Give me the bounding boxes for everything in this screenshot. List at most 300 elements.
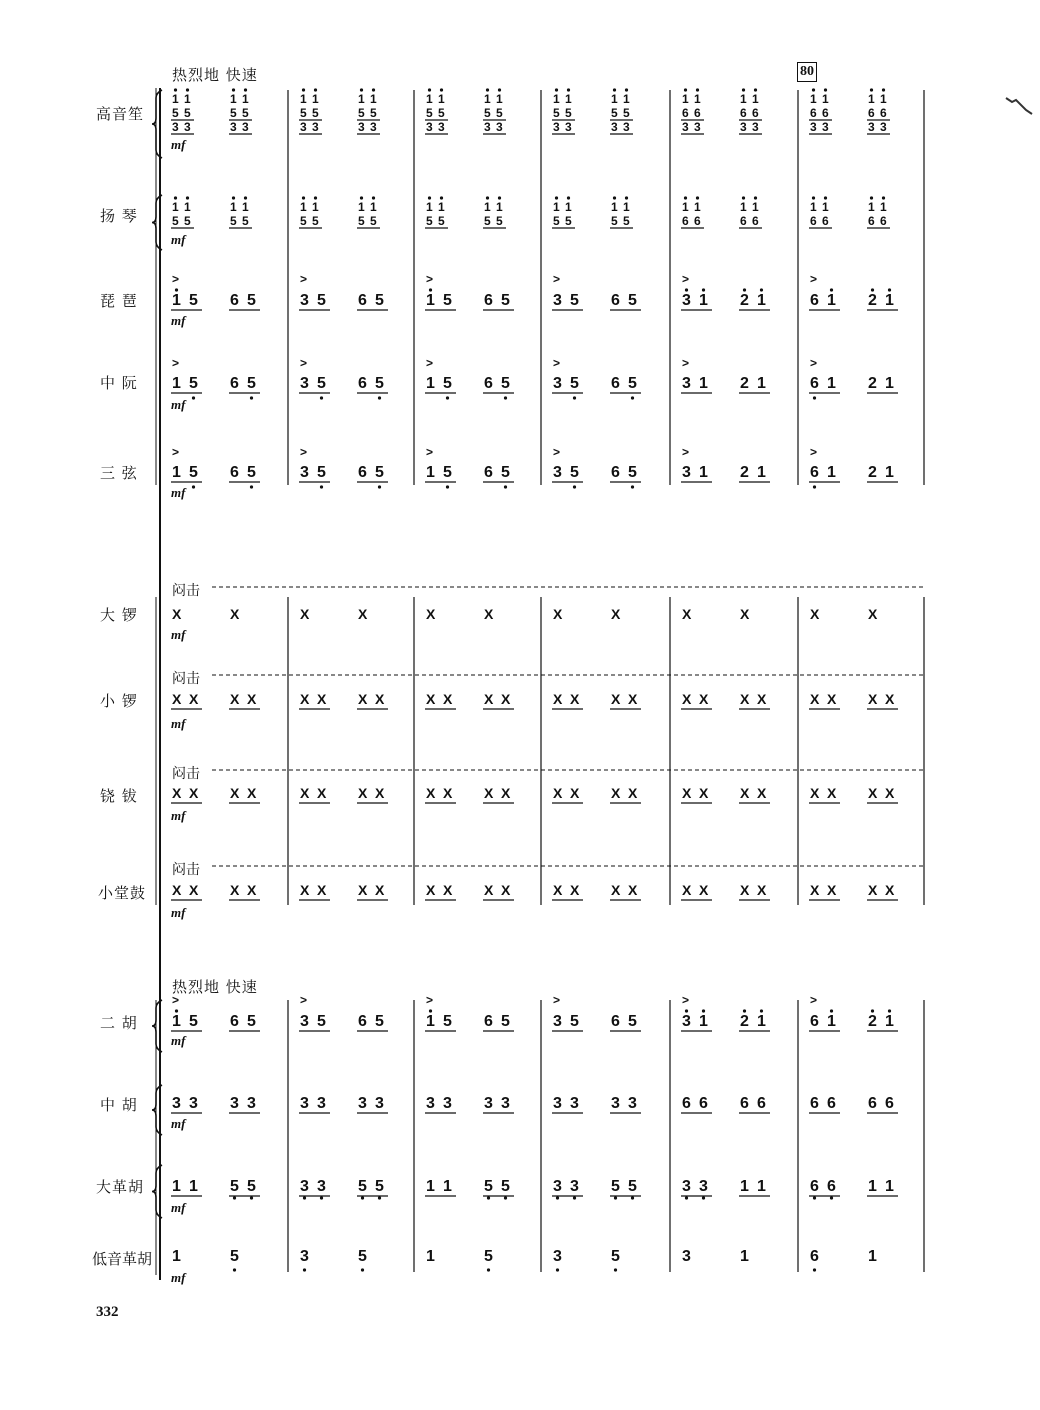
erhu-note: 1: [757, 1013, 766, 1030]
chord-note: 5: [553, 106, 560, 120]
xiaoluo-stroke: X: [810, 691, 820, 707]
octave-dot-low: [378, 396, 381, 399]
octave-dot-high: [314, 88, 317, 91]
zhongruan-note: 5: [443, 375, 452, 392]
zhongruan-note: 6: [810, 375, 819, 392]
naobo-stroke: X: [189, 785, 199, 801]
dagehu-note: 5: [501, 1178, 510, 1195]
chord-note: 1: [312, 92, 319, 106]
accent-mark: >: [810, 445, 818, 459]
octave-dot-high: [174, 196, 177, 199]
instrument-zhongruan: 中 阮: [100, 374, 138, 392]
zhongruan-note: 3: [300, 375, 309, 392]
chord-note: 5: [611, 214, 618, 228]
octave-dot-high: [702, 1009, 705, 1012]
octave-dot-high: [882, 88, 885, 91]
chord-note: 5: [426, 106, 433, 120]
chord-note: 6: [694, 214, 701, 228]
pipa-note: 6: [230, 292, 239, 309]
zhongruan-note: 1: [757, 375, 766, 392]
chord-note: 5: [370, 214, 377, 228]
chord-note: 1: [810, 200, 817, 214]
xiaoluo-stroke: X: [570, 691, 580, 707]
chord-note: 5: [242, 106, 249, 120]
chord-note: 1: [810, 92, 817, 106]
zhongruan-note: 6: [230, 375, 239, 392]
naobo-stroke: X: [827, 785, 837, 801]
octave-dot-high: [244, 196, 247, 199]
daluo-stroke: X: [426, 606, 436, 622]
sanxian-note: 6: [358, 464, 367, 481]
octave-dot-low: [813, 1196, 816, 1199]
accent-mark: >: [300, 993, 308, 1007]
sanxian-note: 1: [699, 464, 708, 481]
xiaotanggu-stroke: X: [740, 882, 750, 898]
xiaoluo-stroke: X: [628, 691, 638, 707]
chord-note: 6: [822, 106, 829, 120]
octave-dot-low: [250, 485, 253, 488]
xiaoluo-stroke: X: [868, 691, 878, 707]
zhongruan-note: 1: [827, 375, 836, 392]
pipa-note: 3: [553, 292, 562, 309]
sanxian-note: 5: [189, 464, 198, 481]
octave-dot-low: [378, 485, 381, 488]
mute-label-naobo: 闷击: [172, 766, 200, 782]
chord-note: 3: [484, 120, 491, 134]
chord-note: 1: [184, 200, 191, 214]
naobo-stroke: X: [172, 785, 182, 801]
dagehu-note: 1: [757, 1178, 766, 1195]
chord-note: 5: [438, 106, 445, 120]
accent-mark: >: [300, 356, 308, 370]
chord-note: 1: [426, 92, 433, 106]
pipa-note: 5: [247, 292, 256, 309]
zhongruan-note: 5: [375, 375, 384, 392]
xiaotanggu-stroke: X: [247, 882, 257, 898]
dagehu-note: 1: [885, 1178, 894, 1195]
naobo-stroke: X: [611, 785, 621, 801]
accent-mark: >: [172, 993, 180, 1007]
octave-dot-low: [504, 1196, 507, 1199]
octave-dot-high: [696, 196, 699, 199]
zhongruan-note: 2: [868, 375, 877, 392]
chord-note: 5: [438, 214, 445, 228]
zhongruan-note: 1: [699, 375, 708, 392]
accent-mark: >: [810, 356, 818, 370]
xiaotanggu-stroke: X: [189, 882, 199, 898]
chord-note: 5: [312, 214, 319, 228]
erhu-note: 1: [699, 1013, 708, 1030]
erhu-note: 5: [317, 1013, 326, 1030]
accent-mark: >: [426, 993, 434, 1007]
octave-dot-high: [486, 88, 489, 91]
chord-note: 3: [358, 120, 365, 134]
chord-note: 6: [822, 214, 829, 228]
zhonghu-note: 3: [501, 1095, 510, 1112]
tempo-marking-top: 热烈地 快速: [172, 66, 258, 84]
xiaotanggu-stroke: X: [827, 882, 837, 898]
xiaotanggu-stroke: X: [375, 882, 385, 898]
chord-note: 1: [184, 92, 191, 106]
zhonghu-note: 6: [757, 1095, 766, 1112]
octave-dot-high: [870, 196, 873, 199]
accent-mark: >: [172, 445, 180, 459]
octave-dot-high: [696, 88, 699, 91]
octave-dot-high: [429, 288, 432, 291]
octave-dot-low: [361, 1196, 364, 1199]
octave-dot-high: [360, 196, 363, 199]
octave-dot-high: [232, 196, 235, 199]
chord-note: 1: [868, 200, 875, 214]
octave-dot-high: [613, 196, 616, 199]
zhongruan-note: 6: [484, 375, 493, 392]
accent-mark: >: [810, 272, 818, 286]
octave-dot-high: [685, 1009, 688, 1012]
octave-dot-low: [303, 1268, 306, 1271]
erhu-note: 6: [611, 1013, 620, 1030]
chord-note: 5: [242, 214, 249, 228]
chord-note: 3: [810, 120, 817, 134]
zhongruan-note: 6: [611, 375, 620, 392]
chord-note: 3: [868, 120, 875, 134]
xiaoluo-stroke: X: [426, 691, 436, 707]
dagehu-note: 3: [682, 1178, 691, 1195]
chord-note: 1: [300, 92, 307, 106]
octave-dot-high: [625, 196, 628, 199]
octave-dot-high: [871, 1009, 874, 1012]
chord-note: 1: [300, 200, 307, 214]
octave-dot-high: [486, 196, 489, 199]
octave-dot-high: [625, 88, 628, 91]
chord-note: 1: [484, 200, 491, 214]
zhongruan-note: 6: [358, 375, 367, 392]
zhonghu-note: 3: [172, 1095, 181, 1112]
sanxian-note: 5: [628, 464, 637, 481]
octave-dot-high: [372, 88, 375, 91]
zhonghu-note: 3: [484, 1095, 493, 1112]
xiaotanggu-stroke: X: [570, 882, 580, 898]
chord-note: 1: [868, 92, 875, 106]
xiaotanggu-stroke: X: [757, 882, 767, 898]
octave-dot-low: [303, 1196, 306, 1199]
xiaoluo-stroke: X: [699, 691, 709, 707]
octave-dot-high: [871, 288, 874, 291]
dynamic-mf: mf: [171, 905, 186, 920]
octave-dot-high: [498, 196, 501, 199]
mute-label-daluo: 闷击: [172, 583, 200, 599]
zhongruan-note: 3: [553, 375, 562, 392]
octave-dot-high: [555, 196, 558, 199]
octave-dot-low: [446, 485, 449, 488]
chord-note: 3: [611, 120, 618, 134]
zhonghu-note: 6: [810, 1095, 819, 1112]
chord-note: 6: [810, 106, 817, 120]
zhonghu-note: 3: [189, 1095, 198, 1112]
naobo-stroke: X: [570, 785, 580, 801]
dagehu-note: 3: [553, 1178, 562, 1195]
sanxian-note: 3: [553, 464, 562, 481]
chord-note: 1: [822, 200, 829, 214]
diyin-gehu-note: 3: [300, 1248, 309, 1265]
zhongruan-note: 5: [189, 375, 198, 392]
sanxian-note: 6: [810, 464, 819, 481]
dagehu-note: 1: [189, 1178, 198, 1195]
octave-dot-high: [888, 1009, 891, 1012]
chord-note: 6: [740, 214, 747, 228]
chord-note: 5: [484, 106, 491, 120]
erhu-note: 5: [628, 1013, 637, 1030]
chord-note: 1: [565, 92, 572, 106]
dagehu-note: 5: [611, 1178, 620, 1195]
chord-note: 3: [880, 120, 887, 134]
chord-note: 1: [752, 92, 759, 106]
accent-mark: >: [172, 272, 180, 286]
erhu-note: 3: [553, 1013, 562, 1030]
octave-dot-high: [685, 288, 688, 291]
chord-note: 1: [230, 92, 237, 106]
erhu-note: 3: [300, 1013, 309, 1030]
naobo-stroke: X: [443, 785, 453, 801]
octave-dot-high: [824, 88, 827, 91]
naobo-stroke: X: [358, 785, 368, 801]
sanxian-note: 1: [172, 464, 181, 481]
xiaoluo-stroke: X: [682, 691, 692, 707]
octave-dot-high: [429, 1009, 432, 1012]
octave-dot-high: [360, 88, 363, 91]
instrument-sanxian: 三 弦: [100, 464, 138, 482]
xiaoluo-stroke: X: [611, 691, 621, 707]
octave-dot-low: [446, 396, 449, 399]
sanxian-note: 5: [501, 464, 510, 481]
chord-note: 3: [300, 120, 307, 134]
octave-dot-high: [428, 88, 431, 91]
pipa-note: 6: [810, 292, 819, 309]
xiaoluo-stroke: X: [443, 691, 453, 707]
octave-dot-low: [556, 1268, 559, 1271]
octave-dot-low: [192, 396, 195, 399]
octave-dot-low: [378, 1196, 381, 1199]
chord-note: 6: [682, 214, 689, 228]
diyin-gehu-note: 1: [868, 1248, 877, 1265]
naobo-stroke: X: [740, 785, 750, 801]
scan-speck: [1006, 98, 1032, 114]
chord-note: 3: [752, 120, 759, 134]
xiaoluo-stroke: X: [827, 691, 837, 707]
erhu-note: 1: [827, 1013, 836, 1030]
chord-note: 5: [565, 214, 572, 228]
octave-dot-high: [754, 88, 757, 91]
octave-dot-low: [702, 1196, 705, 1199]
score-lines: [152, 88, 1032, 1280]
octave-dot-low: [487, 1196, 490, 1199]
chord-note: 3: [438, 120, 445, 134]
chord-note: 5: [358, 106, 365, 120]
xiaoluo-stroke: X: [484, 691, 494, 707]
xiaoluo-stroke: X: [757, 691, 767, 707]
diyin-gehu-note: 1: [740, 1248, 749, 1265]
chord-note: 3: [172, 120, 179, 134]
zhongruan-note: 1: [426, 375, 435, 392]
octave-dot-high: [830, 1009, 833, 1012]
daluo-stroke: X: [682, 606, 692, 622]
chord-note: 5: [484, 214, 491, 228]
chord-note: 3: [740, 120, 747, 134]
sanxian-note: 6: [230, 464, 239, 481]
chord-note: 5: [565, 106, 572, 120]
octave-dot-low: [487, 1268, 490, 1271]
chord-note: 1: [611, 92, 618, 106]
dagehu-note: 5: [628, 1178, 637, 1195]
zhonghu-note: 3: [230, 1095, 239, 1112]
chord-note: 6: [868, 106, 875, 120]
chord-note: 1: [438, 200, 445, 214]
zhonghu-note: 3: [300, 1095, 309, 1112]
octave-dot-low: [361, 1268, 364, 1271]
accent-mark: >: [682, 356, 690, 370]
diyin-gehu-note: 5: [230, 1248, 239, 1265]
pipa-note: 2: [868, 292, 877, 309]
chord-note: 1: [623, 200, 630, 214]
zhonghu-note: 3: [570, 1095, 579, 1112]
octave-dot-high: [175, 288, 178, 291]
octave-dot-high: [613, 88, 616, 91]
xiaotanggu-stroke: X: [230, 882, 240, 898]
zhongruan-note: 1: [172, 375, 181, 392]
diyin-gehu-note: 6: [810, 1248, 819, 1265]
accent-mark: >: [426, 356, 434, 370]
xiaotanggu-stroke: X: [810, 882, 820, 898]
zhongruan-note: 2: [740, 375, 749, 392]
instrument-xiaotanggu: 小堂鼓: [98, 884, 147, 902]
pipa-note: 1: [885, 292, 894, 309]
octave-dot-high: [175, 1009, 178, 1012]
octave-dot-high: [186, 196, 189, 199]
daluo-stroke: X: [810, 606, 820, 622]
erhu-note: 5: [375, 1013, 384, 1030]
octave-dot-low: [813, 1268, 816, 1271]
xiaotanggu-stroke: X: [172, 882, 182, 898]
dagehu-note: 3: [699, 1178, 708, 1195]
dagehu-note: 1: [172, 1178, 181, 1195]
pipa-note: 5: [628, 292, 637, 309]
instrument-dagehu: 大革胡: [96, 1178, 145, 1196]
score-notes: [172, 88, 895, 1271]
naobo-stroke: X: [375, 785, 385, 801]
zhongruan-note: 5: [317, 375, 326, 392]
octave-dot-low: [320, 396, 323, 399]
chord-note: 6: [868, 214, 875, 228]
daluo-stroke: X: [172, 606, 182, 622]
chord-note: 1: [682, 92, 689, 106]
chord-note: 1: [694, 200, 701, 214]
zhonghu-note: 6: [682, 1095, 691, 1112]
octave-dot-low: [320, 485, 323, 488]
chord-note: 1: [694, 92, 701, 106]
naobo-stroke: X: [553, 785, 563, 801]
chord-note: 5: [623, 106, 630, 120]
chord-note: 5: [172, 214, 179, 228]
chord-note: 3: [496, 120, 503, 134]
chord-note: 1: [752, 200, 759, 214]
chord-note: 3: [426, 120, 433, 134]
chord-note: 3: [623, 120, 630, 134]
pipa-note: 1: [757, 292, 766, 309]
instrument-erhu: 二 胡: [100, 1014, 138, 1032]
zhongruan-note: 1: [885, 375, 894, 392]
daluo-stroke: X: [230, 606, 240, 622]
erhu-note: 5: [247, 1013, 256, 1030]
octave-dot-low: [250, 396, 253, 399]
xiaotanggu-stroke: X: [501, 882, 511, 898]
octave-dot-high: [372, 196, 375, 199]
xiaoluo-stroke: X: [375, 691, 385, 707]
sanxian-note: 1: [885, 464, 894, 481]
zhonghu-note: 3: [247, 1095, 256, 1112]
dagehu-note: 1: [426, 1178, 435, 1195]
zhonghu-note: 3: [553, 1095, 562, 1112]
octave-dot-low: [573, 396, 576, 399]
chord-note: 1: [230, 200, 237, 214]
chord-note: 5: [300, 106, 307, 120]
zhonghu-note: 3: [628, 1095, 637, 1112]
xiaotanggu-stroke: X: [682, 882, 692, 898]
chord-note: 5: [611, 106, 618, 120]
zhonghu-note: 6: [885, 1095, 894, 1112]
daluo-stroke: X: [868, 606, 878, 622]
chord-note: 1: [496, 200, 503, 214]
chord-note: 1: [740, 200, 747, 214]
chord-note: 5: [230, 214, 237, 228]
octave-dot-low: [614, 1268, 617, 1271]
xiaoluo-stroke: X: [300, 691, 310, 707]
sanxian-note: 1: [827, 464, 836, 481]
xiaoluo-stroke: X: [553, 691, 563, 707]
chord-note: 3: [553, 120, 560, 134]
xiaotanggu-stroke: X: [358, 882, 368, 898]
chord-note: 1: [426, 200, 433, 214]
accent-mark: >: [553, 993, 561, 1007]
erhu-note: 5: [570, 1013, 579, 1030]
chord-note: 1: [242, 200, 249, 214]
chord-note: 1: [172, 92, 179, 106]
chord-note: 1: [370, 200, 377, 214]
erhu-note: 1: [172, 1013, 181, 1030]
sanxian-note: 3: [682, 464, 691, 481]
sanxian-note: 5: [570, 464, 579, 481]
instrument-zhonghu: 中 胡: [100, 1096, 138, 1114]
chord-note: 5: [230, 106, 237, 120]
chord-note: 1: [370, 92, 377, 106]
naobo-stroke: X: [885, 785, 895, 801]
chord-note: 1: [484, 92, 491, 106]
accent-mark: >: [172, 356, 180, 370]
sanxian-note: 6: [611, 464, 620, 481]
octave-dot-high: [742, 88, 745, 91]
pipa-note: 1: [699, 292, 708, 309]
zhonghu-note: 3: [317, 1095, 326, 1112]
dagehu-note: 3: [570, 1178, 579, 1195]
xiaotanggu-stroke: X: [699, 882, 709, 898]
naobo-stroke: X: [628, 785, 638, 801]
dagehu-note: 3: [317, 1178, 326, 1195]
octave-dot-low: [631, 1196, 634, 1199]
pipa-note: 3: [682, 292, 691, 309]
octave-dot-high: [812, 88, 815, 91]
accent-mark: >: [682, 272, 690, 286]
erhu-note: 5: [443, 1013, 452, 1030]
chord-note: 3: [312, 120, 319, 134]
octave-dot-high: [830, 288, 833, 291]
